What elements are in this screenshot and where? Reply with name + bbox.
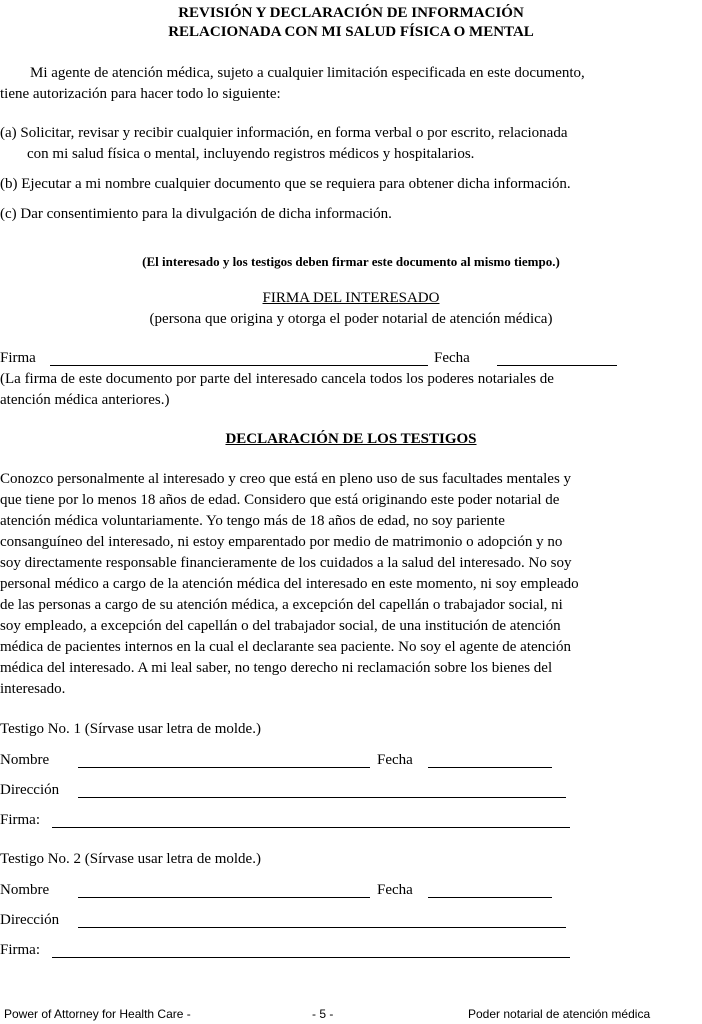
footer-right: Poder notarial de atención médica	[468, 1007, 651, 1021]
witness2-nombre-line[interactable]	[78, 897, 370, 898]
witness2-fecha-label: Fecha	[377, 882, 413, 898]
simultaneous-signing-note: (El interesado y los testigos deben firmar este documento al mismo tiempo.)	[142, 254, 560, 269]
witness1-fecha-label: Fecha	[377, 752, 413, 768]
declaration-line: que tiene por lo menos 18 años de edad. Considero que está originando este poder notarial de	[0, 492, 560, 508]
principal-fecha-label: Fecha	[434, 350, 470, 366]
declaration-line: médica del interesado. A mi leal saber, no tengo derecho ni reclamación sobre los bienes del	[0, 660, 553, 676]
witness2-nombre-label: Nombre	[0, 882, 50, 898]
principal-note-line2: atención médica anteriores.)	[0, 392, 170, 408]
declaration-line: personal médico a cargo de la atención médica del interesado en este momento, ni soy empleado	[0, 576, 579, 592]
witness2-fecha-line[interactable]	[428, 897, 552, 898]
witness1-firma-line[interactable]	[52, 827, 570, 828]
witness-declaration-heading: DECLARACIÓN DE LOS TESTIGOS	[225, 431, 477, 447]
witness2-direccion-line[interactable]	[78, 927, 566, 928]
principal-note-line1: (La firma de este documento por parte del interesado cancela todos los poderes notariales de	[0, 371, 554, 387]
witness2-firma-label: Firma:	[0, 942, 40, 958]
document-title-line2: RELACIONADA CON MI SALUD FÍSICA O MENTAL	[168, 24, 534, 40]
witness1-direccion-label: Dirección	[0, 782, 60, 798]
item-a-line2: con mi salud física o mental, incluyendo registros médicos y hospitalarios.	[27, 146, 475, 162]
witness2-heading: Testigo No. 2 (Sírvase usar letra de molde.)	[0, 851, 261, 867]
witness2-firma-line[interactable]	[52, 957, 570, 958]
principal-subheading: (persona que origina y otorga el poder notarial de atención médica)	[149, 311, 553, 327]
document-title-line1: REVISIÓN Y DECLARACIÓN DE INFORMACIÓN	[178, 5, 524, 21]
declaration-line: atención médica voluntariamente. Yo tengo más de 18 años de edad, no soy pariente	[0, 513, 505, 529]
declaration-line: interesado.	[0, 681, 66, 697]
witness1-nombre-line[interactable]	[78, 767, 370, 768]
principal-fecha-line[interactable]	[497, 365, 617, 366]
declaration-line: médica de pacientes internos en la cual el declarante sea paciente. No soy el agente de atención	[0, 639, 571, 655]
witness1-nombre-label: Nombre	[0, 752, 50, 768]
principal-firma-label: Firma	[0, 350, 36, 366]
footer-page-number: - 5 -	[312, 1007, 334, 1021]
declaration-line: soy directamente responsable financieramente de los cuidados a la salud del interesado. No soy	[0, 555, 572, 571]
witness2-direccion-label: Dirección	[0, 912, 60, 928]
declaration-line: soy empleado, a excepción del capellán o del trabajador social, de una institución de atención	[0, 618, 561, 634]
item-b: (b) Ejecutar a mi nombre cualquier documento que se requiera para obtener dicha información.	[0, 176, 571, 192]
principal-firma-line[interactable]	[50, 365, 428, 366]
declaration-line: consanguíneo del interesado, ni estoy emparentado por medio de matrimonio o adopción y no	[0, 534, 563, 550]
witness1-direccion-line[interactable]	[78, 797, 566, 798]
footer-left: Power of Attorney for Health Care -	[4, 1007, 191, 1021]
declaration-line: Conozco personalmente al interesado y creo que está en pleno uso de sus facultades mentales y	[0, 471, 572, 487]
item-a-line1: (a) Solicitar, revisar y recibir cualquier información, en forma verbal o por escrito, relacionada	[0, 125, 568, 141]
witness1-heading: Testigo No. 1 (Sírvase usar letra de molde.)	[0, 721, 261, 737]
intro-line2: tiene autorización para hacer todo lo siguiente:	[0, 86, 281, 102]
principal-heading: FIRMA DEL INTERESADO	[262, 290, 440, 306]
witness1-fecha-line[interactable]	[428, 767, 552, 768]
item-c: (c) Dar consentimiento para la divulgación de dicha información.	[0, 206, 392, 222]
witness1-firma-label: Firma:	[0, 812, 40, 828]
declaration-line: de las personas a cargo de su atención médica, a excepción del capellán o trabajador social, ni	[0, 597, 563, 613]
intro-line1: Mi agente de atención médica, sujeto a cualquier limitación especificada en este documento,	[30, 65, 585, 81]
